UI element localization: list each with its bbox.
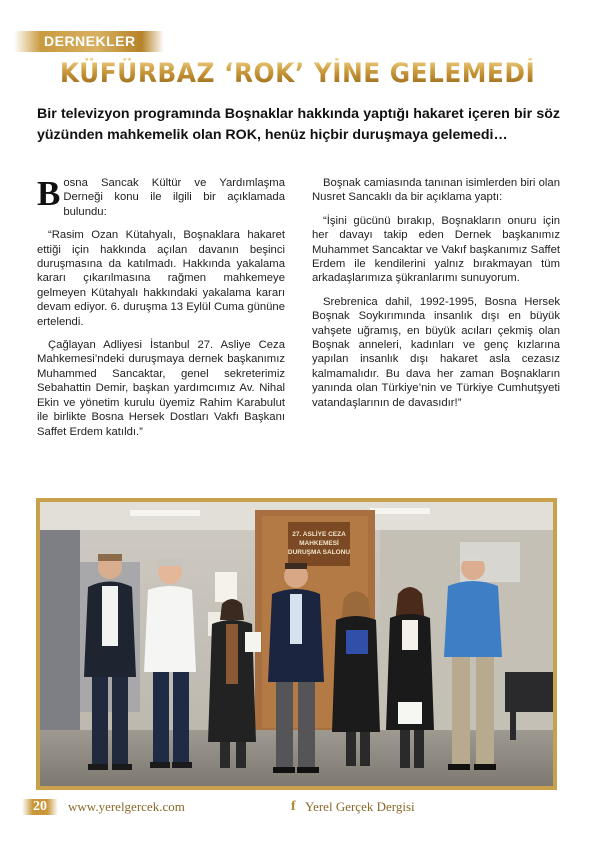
- right-paragraph-2: “İşini gücünü bırakıp, Boşnakların onuru için her davayı takip eden Dernek başkanımız Muhammet Sancaktar ve Vakıf başkanımız Saffet Erdem ile kendilerini yalnız bırakmayan tüm arkadaşlarımıza şükranlarımı sunuyorum.: [312, 214, 560, 285]
- left-paragraph-3: Çağlayan Adliyesi İstanbul 27. Asliye Ceza Mahkemesi’ndeki duruşmaya dernek başkanımız Muhammed Sancaktar, genel sekreterimiz Sebahattin Demir, başkan yardımcımız Av. Nihal Ekin ve yönetim kurulu üyemiz Rahim Karabulut ile birlikte Bosna Hersek Dostları Vakfı Başkanı Saffet Erdem katıldı.”: [37, 339, 285, 438]
- section-label: DERNEKLER: [44, 33, 136, 49]
- left-paragraph-1: Bosna Sancak Kültür ve Yardımlaşma Derneği konu ile ilgili bir açıklamada bulundu:: [37, 174, 285, 218]
- courtroom-sign-line-1: 27. ASLİYE CEZA: [292, 531, 346, 538]
- page-number: 20: [22, 799, 58, 815]
- left-column: [37, 176, 285, 448]
- article-lead: Bir televizyon programında Boşnaklar hakkında yaptığı hakaret içeren bir söz yüzünden mahkemelik olan ROK, henüz hiçbir duruşmaya gelemedi…: [37, 106, 560, 143]
- group-photo: [40, 502, 553, 786]
- group-photo-illustration: [40, 502, 553, 786]
- drop-cap: B: [37, 174, 61, 213]
- right-paragraph-3: Srebrenica dahil, 1992-1995, Bosna Hersek Boşnak Soykırımında insanlık dışı en büyük vahşete uğramış, en büyük acıları çekmiş olan Boşnak anneleri, kadınları ve genç kızlarına yapılan insanlık dışı hakaret asla cezasız kalmamalıdır. Bu dava her zaman Boşnakların yanında olan Türkiye’nin ve Türkiye Cumhutşyeti vatandaşlarının de davasıdır!”: [312, 295, 560, 409]
- article-headline: KÜFÜRBAZ ‘ROK’ YİNE GELEMEDİ: [24, 58, 571, 89]
- facebook-icon[interactable]: f: [291, 799, 296, 814]
- website-link[interactable]: www.yerelgercek.com: [68, 799, 185, 814]
- section-banner: [14, 31, 164, 52]
- courtroom-sign-line-2: MAHKEMESİ: [299, 540, 339, 547]
- photo-frame: [36, 498, 557, 790]
- magazine-name: Yerel Gerçek Dergisi: [305, 799, 415, 814]
- right-column: [312, 176, 560, 419]
- left-paragraph-2: “Rasim Ozan Kütahyalı, Boşnaklara hakaret ettiği için hakkında açılan davanın beşinci duruşmasına da katılmadı. Hakkında yakalama kararı çıkarılmasına rağmen mahkemeye gelmeyen Kütahyalı hakkındaki yakalama kararı devam ediyor. 6. duruşma 13 Eylül Cuma gününe ertelendi.: [37, 229, 285, 328]
- courtroom-sign-line-3: DURUŞMA SALONU: [287, 549, 351, 556]
- right-paragraph-1: Boşnak camiasında tanınan isimlerden biri olan Nusret Sancaklı da bir açıklama yaptı:: [312, 177, 560, 204]
